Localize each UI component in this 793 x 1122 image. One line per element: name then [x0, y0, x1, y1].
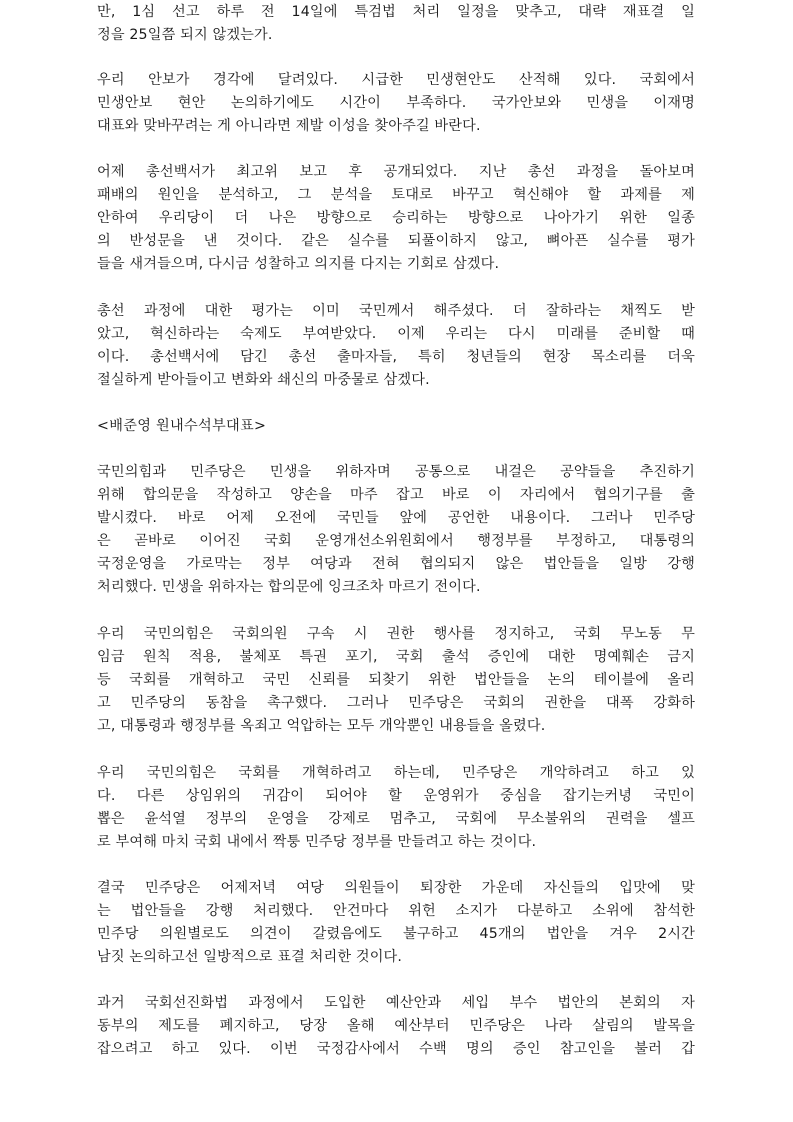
- text-line: 국민의힘과 민주당은 민생을 위하자며 공통으로 내걸은 공약들을 추진하기: [97, 464, 695, 480]
- speaker-name: <배준영 원내수석부대표>: [97, 418, 267, 434]
- text-line: 우리 국민의힘은 국회의원 구속 시 권한 행사를 정지하고, 국회 무노동 무: [97, 626, 695, 642]
- text-line: 등 국회를 개혁하고 국민 신뢰를 되찾기 위한 법안들을 논의 테이블에 올리: [97, 672, 695, 688]
- text-line: 안하여 우리당이 더 나은 방향으로 승리하는 방향으로 나아가기 위한 일종: [97, 210, 695, 226]
- text-line: 위해 합의문을 작성하고 양손을 마주 잡고 바로 이 자리에서 협의기구를 출: [97, 487, 695, 503]
- text-line: 다. 다른 상임위의 귀감이 되어야 할 운영위가 중심을 잡기는커녕 국민이: [97, 788, 695, 804]
- speaker-heading: [97, 415, 695, 438]
- text-line: 로 부여해 마치 국회 내에서 짝퉁 민주당 정부를 만들려고 하는 것이다.: [97, 834, 537, 850]
- paragraph: [97, 300, 695, 392]
- paragraph: [97, 623, 695, 738]
- text-line: 동부의 제도를 폐지하고, 당장 올해 예산부터 민주당은 나라 살림의 발목을: [97, 1018, 695, 1034]
- text-line: 대표와 맞바꾸려는 게 아니라면 제발 이성을 찾아주길 바란다.: [97, 118, 481, 134]
- paragraph: [97, 877, 695, 969]
- text-line: 우리 국민의힘은 국회를 개혁하려고 하는데, 민주당은 개악하려고 하고 있: [97, 765, 695, 781]
- text-line: 국정운영을 가로막는 정부 여당과 전혀 협의되지 않은 법안들을 일방 강행: [97, 556, 695, 572]
- text-line: 고 민주당의 동참을 촉구했다. 그러나 민주당은 국회의 권한을 대폭 강화하: [97, 695, 695, 711]
- text-line: 과거 국회선진화법 과정에서 도입한 예산안과 세입 부수 법안의 본회의 자: [97, 995, 695, 1011]
- text-line: 민생안보 현안 논의하기에도 시간이 부족하다. 국가안보와 민생을 이재명: [97, 95, 695, 111]
- text-line: 임금 원칙 적용, 불체포 특권 포기, 국회 출석 증인에 대한 명예훼손 금지: [97, 649, 695, 665]
- text-line: 처리했다. 민생을 위하자는 합의문에 잉크조차 마르기 전이다.: [97, 579, 481, 595]
- text-line: 총선 과정에 대한 평가는 이미 국민께서 해주셨다. 더 잘하라는 채찍도 받: [97, 303, 695, 319]
- text-line: 만, 1심 선고 하루 전 14일에 특검법 처리 일정을 맞추고, 대략 재표결 일: [97, 4, 695, 20]
- text-line: 았고, 혁신하라는 숙제도 부여받았다. 이제 우리는 다시 미래를 준비할 때: [97, 326, 695, 342]
- text-line: 어제 총선백서가 최고위 보고 후 공개되었다. 지난 총선 과정을 돌아보며: [97, 164, 695, 180]
- text-line: 잡으려고 하고 있다. 이번 국정감사에서 수백 명의 증인 참고인을 불러 갑: [97, 1041, 695, 1057]
- text-line: 이다. 총선백서에 담긴 총선 출마자들, 특히 청년들의 현장 목소리를 더욱: [97, 349, 695, 365]
- text-line: 들을 새겨들으며, 다시금 성찰하고 의지를 다지는 기회로 삼겠다.: [97, 256, 500, 272]
- text-line: 의 반성문을 낸 것이다. 같은 실수를 되풀이하지 않고, 뼈아픈 실수를 평가: [97, 233, 695, 249]
- paragraph: [97, 461, 695, 599]
- text-line: 남짓 논의하고선 일방적으로 표결 처리한 것이다.: [97, 949, 403, 965]
- paragraph: [97, 69, 695, 138]
- paragraph: [97, 992, 695, 1061]
- paragraph: [97, 1, 695, 47]
- text-line: 패배의 원인을 분석하고, 그 분석을 토대로 바꾸고 혁신해야 할 과제를 제: [97, 187, 695, 203]
- text-line: 고, 대통령과 행정부를 옥죄고 억압하는 모두 개악뿐인 내용들을 올렸다.: [97, 718, 546, 734]
- text-line: 정을 25일쯤 되지 않겠는가.: [97, 27, 273, 43]
- text-line: 민주당 의원별로도 의견이 갈렸음에도 불구하고 45개의 법안을 겨우 2시간: [97, 926, 695, 942]
- text-line: 은 곧바로 이어진 국회 운영개선소위원회에서 행정부를 부정하고, 대통령의: [97, 533, 695, 549]
- paragraph: [97, 762, 695, 854]
- text-line: 는 법안들을 강행 처리했다. 안건마다 위헌 소지가 다분하고 소위에 참석한: [97, 903, 695, 919]
- text-line: 발시켰다. 바로 어제 오전에 국민들 앞에 공언한 내용이다. 그러나 민주당: [97, 510, 695, 526]
- text-line: 뽑은 윤석열 정부의 운영을 강제로 멈추고, 국회에 무소불위의 권력을 셀프: [97, 811, 695, 827]
- text-line: 우리 안보가 경각에 달려있다. 시급한 민생현안도 산적해 있다. 국회에서: [97, 72, 695, 88]
- text-line: 결국 민주당은 어제저녁 여당 의원들이 퇴장한 가운데 자신들의 입맛에 맞: [97, 880, 695, 896]
- text-line: 절실하게 받아들이고 변화와 쇄신의 마중물로 삼겠다.: [97, 372, 430, 388]
- paragraph: [97, 161, 695, 276]
